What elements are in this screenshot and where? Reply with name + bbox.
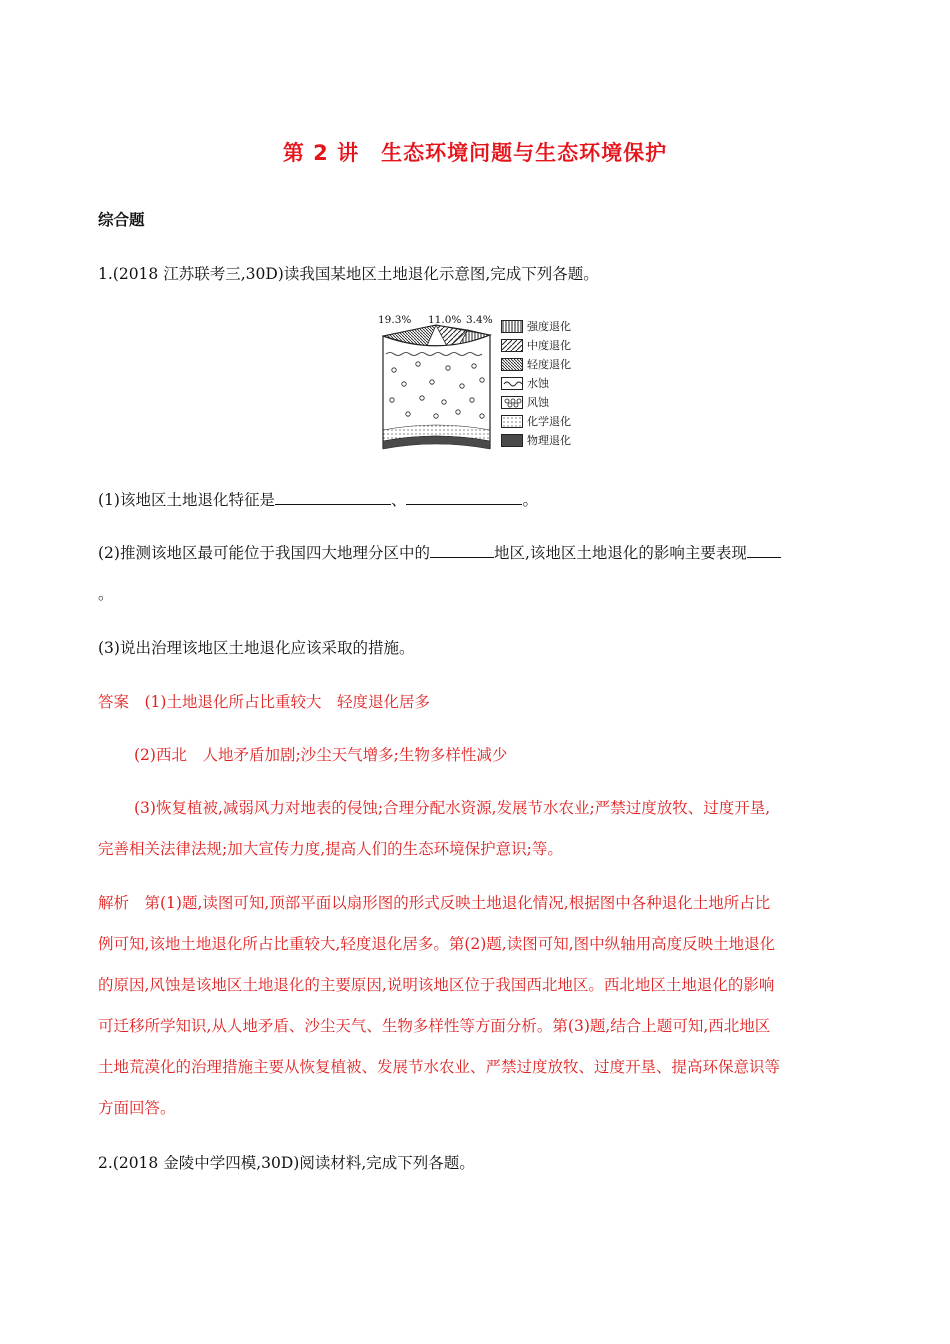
answer-blank[interactable] — [406, 490, 522, 505]
pct-label-strong: 19.3% — [378, 314, 412, 326]
section-heading: 综合题 — [98, 211, 145, 229]
pct-label-light: 3.4% — [466, 314, 493, 326]
legend-swatch-solid — [501, 434, 523, 447]
question-1-stem: 1.(2018 江苏联考三,30D)读我国某地区土地退化示意图,完成下列各题。 — [98, 265, 599, 283]
question-1-sub-2-end: 。 — [98, 585, 114, 603]
legend-swatch-diagonal — [501, 339, 523, 352]
analysis-line: 土地荒漠化的治理措施主要从恢复植被、发展节水农业、严禁过度放牧、过度开垦、提高环保意识等 — [98, 1058, 781, 1076]
legend-swatch-vertical — [501, 320, 523, 333]
analysis-line: 解析 第(1)题,读图可知,顶部平面以扇形图的形式反映土地退化情况,根据图中各种退化土地所占比 — [98, 894, 771, 912]
legend-swatch-wave — [501, 377, 523, 390]
analysis-line: 的原因,风蚀是该地区土地退化的主要原因,说明该地区位于我国西北地区。西北地区土地退化的影响 — [98, 976, 775, 994]
answer-line-2: (2)西北 人地矛盾加剧;沙尘天气增多;生物多样性减少 — [134, 746, 508, 764]
pct-label-moderate: 11.0% — [428, 314, 462, 326]
analysis-line: 方面回答。 — [98, 1099, 176, 1117]
legend-swatch-circles — [501, 396, 523, 409]
question-2-stem: 2.(2018 金陵中学四模,30D)阅读材料,完成下列各题。 — [98, 1154, 475, 1172]
land-degradation-figure: 19.3% 11.0% 3.4% 强度退化 中度退化 轻度退化 水蚀 风蚀 化学退化 物理退化 — [378, 308, 588, 458]
legend-swatch-dots — [501, 415, 523, 428]
answer-blank[interactable] — [747, 543, 781, 558]
answer-line-3: (3)恢复植被,减弱风力对地表的侵蚀;合理分配水资源,发展节水农业;严禁过度放牧、过度开垦, — [134, 799, 771, 817]
analysis-line: 例可知,该地土地退化所占比重较大,轻度退化居多。第(2)题,读图可知,图中纵轴用高度反映土地退化 — [98, 935, 776, 953]
question-1-sub-3: (3)说出治理该地区土地退化应该采取的措施。 — [98, 639, 415, 657]
question-1-sub-2: (2)推测该地区最可能位于我国四大地理分区中的 地区,该地区土地退化的影响主要表现 — [98, 541, 781, 563]
page-title: 第 2 讲 生态环境问题与生态环境保护 — [282, 141, 668, 165]
answer-line-1: 答案 (1)土地退化所占比重较大 轻度退化居多 — [98, 693, 430, 711]
answer-line-4: 完善相关法律法规;加大宣传力度,提高人们的生态环境保护意识;等。 — [98, 840, 563, 858]
question-1-sub-1: (1)该地区土地退化特征是 、 。 — [98, 491, 538, 509]
legend-swatch-dense-diagonal — [501, 358, 523, 371]
degradation-cylinder-diagram — [378, 308, 498, 458]
analysis-line: 可迁移所学知识,从人地矛盾、沙尘天气、生物多样性等方面分析。第(3)题,结合上题可知,西北地区 — [98, 1017, 771, 1035]
answer-blank[interactable] — [275, 490, 391, 505]
answer-blank[interactable] — [430, 543, 494, 558]
